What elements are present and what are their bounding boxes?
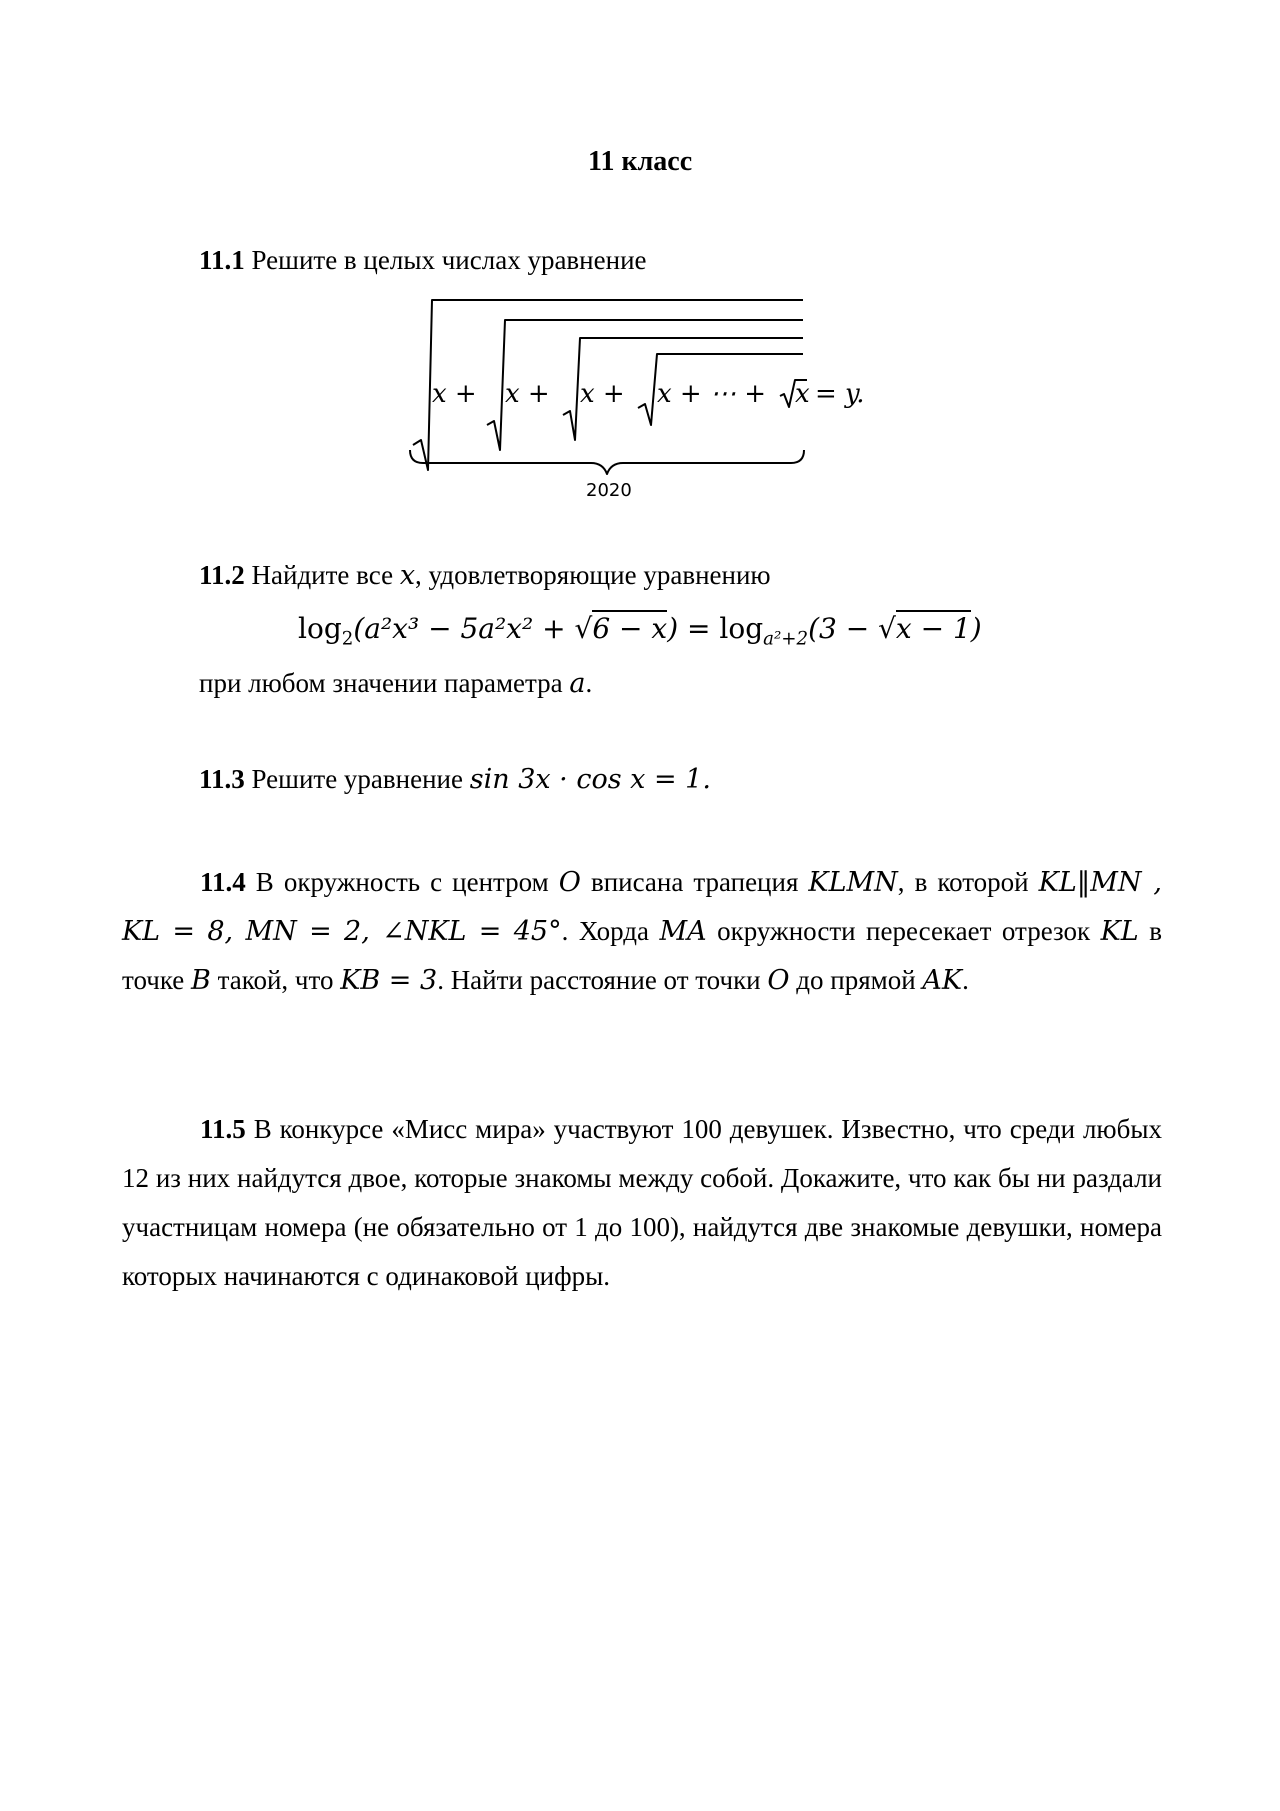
log-func: log <box>298 612 342 645</box>
problem-11-1-statement <box>199 245 647 276</box>
log-argument: (a²x³ − 5a²x² + <box>353 612 575 645</box>
problem-text: Решите уравнение <box>251 764 470 794</box>
problem-text: при любом значении параметра <box>199 668 570 698</box>
problem-text: в точке <box>122 916 1162 995</box>
problem-text: . Хорда <box>561 916 660 946</box>
log-base: 2 <box>341 628 354 650</box>
radical-term: x + <box>432 379 477 409</box>
punctuation: . <box>962 965 969 995</box>
problem-text: . Найти расстояние от точки <box>437 965 768 995</box>
underbrace <box>410 450 804 474</box>
paren-close: ) <box>970 612 982 645</box>
point-o: O <box>767 965 790 996</box>
chord-ma: MA <box>659 916 707 947</box>
page-title: 11 класс <box>588 146 693 177</box>
problem-text: до прямой <box>789 965 923 995</box>
problem-number: 11.5 <box>200 1114 246 1144</box>
nested-radical-equation <box>395 290 905 510</box>
parameter-a: a <box>569 668 586 699</box>
point-b: B <box>191 965 211 996</box>
segment-kl: KL <box>1100 916 1139 947</box>
problem-text: Найдите все <box>251 560 400 590</box>
problem-11-2-statement <box>199 560 771 591</box>
problem-11-5-statement <box>122 1105 1162 1301</box>
trapezoid-conditions: KL‖MN , KL = 8, MN = 2, ∠NKL = 45° <box>122 867 1162 947</box>
problem-text: В окружность с центром <box>245 867 559 897</box>
line-ak: AK <box>922 965 963 996</box>
problem-text: окружности пересекает отрезок <box>706 916 1101 946</box>
problem-number: 11.4 <box>200 867 246 897</box>
point-o: O <box>558 867 581 898</box>
radical-term: x + ⋯ + <box>657 379 767 409</box>
radical-term: x + <box>505 379 550 409</box>
problem-number: 11.2 <box>199 560 245 590</box>
radical-innermost-x: x <box>795 379 810 409</box>
log-argument: (3 − <box>808 612 879 645</box>
punctuation: . <box>585 668 593 698</box>
problem-11-3-statement <box>199 764 711 795</box>
problem-number: 11.3 <box>199 764 245 794</box>
problem-text: , в которой <box>897 867 1039 897</box>
log-func: = log <box>678 612 764 645</box>
underbrace-count: 2020 <box>586 480 632 501</box>
problem-11-2-condition <box>199 668 592 699</box>
problem-11-4-statement <box>122 858 1162 1005</box>
variable-x: x <box>399 560 416 591</box>
kb-condition: KB = 3 <box>340 965 438 996</box>
problem-number: 11.1 <box>199 245 245 275</box>
sqrt-sign: √ <box>574 612 593 645</box>
radical-term: x + <box>580 379 625 409</box>
log-equation <box>298 612 982 650</box>
problem-text: В конкурсе «Мисс мира» участвуют 100 девушек. Известно, что среди любых 12 из них найдутся двое, которые знакомы между собой. Докажите, что как бы ни раздали участницам номера (не обязательно от 1 до 100), найдутся две знакомые девушки, номера которых начинаются с одинаковой цифры. <box>122 1114 1162 1291</box>
problem-text: Решите в целых числах уравнение <box>251 245 647 275</box>
paren-close: ) <box>667 612 679 645</box>
radicand: 6 − x <box>592 612 668 645</box>
trig-equation: sin 3x · cos x = 1. <box>469 764 711 795</box>
log-base: a²+2 <box>763 628 809 650</box>
equation-rhs: = y. <box>815 379 865 409</box>
trapezoid-name: KLMN <box>808 867 898 898</box>
problem-text: , удовлетворяющие уравнению <box>415 560 771 590</box>
radicand: x − 1 <box>895 612 971 645</box>
problem-text: вписана трапеция <box>580 867 809 897</box>
problem-text: такой, что <box>210 965 341 995</box>
sqrt-sign: √ <box>878 612 896 645</box>
